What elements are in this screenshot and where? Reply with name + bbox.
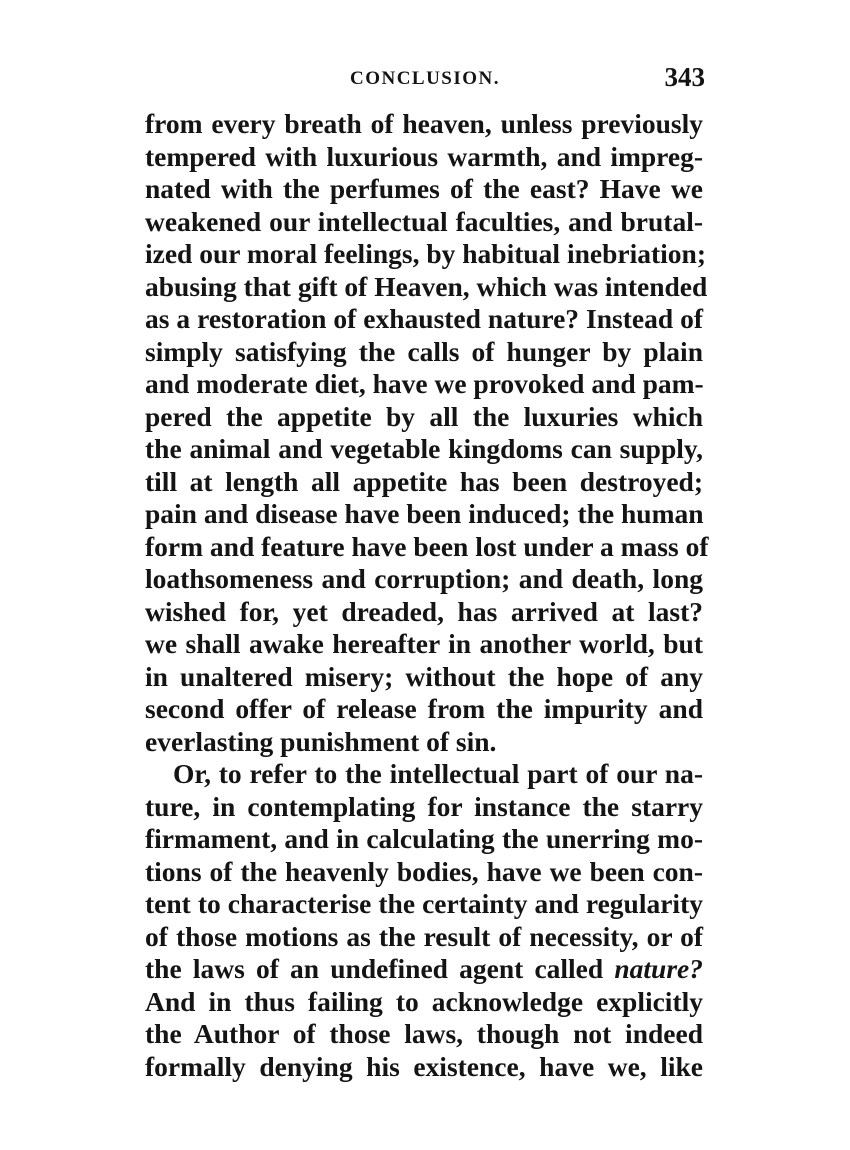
text-line: And in thus failing to acknowledge explicitly bbox=[145, 985, 703, 1017]
text-line: tent to characterise the certainty and regularity bbox=[145, 888, 703, 919]
text-line: Or, to refer to the intellectual part of our na- bbox=[173, 758, 703, 789]
text-line: tempered with luxurious warmth, and impreg- bbox=[145, 140, 703, 172]
running-head bbox=[145, 60, 705, 96]
text-line: of those motions as the result of necessity, or of bbox=[145, 920, 703, 952]
text-line: in unaltered misery; without the hope of any bbox=[145, 660, 703, 692]
text-line: loathsomeness and corruption; and death, long bbox=[145, 563, 703, 594]
text-line: we shall awake hereafter in another world, but bbox=[145, 628, 703, 659]
running-title: CONCLUSION. bbox=[349, 68, 501, 89]
page-number: 343 bbox=[664, 62, 705, 92]
paragraph-2 bbox=[145, 758, 703, 1083]
text-line: everlasting punishment of sin. bbox=[145, 725, 497, 757]
body-text bbox=[145, 108, 709, 1083]
text-line: and moderate diet, have we provoked and pam- bbox=[145, 368, 704, 399]
text-line: pered the appetite by all the luxuries which bbox=[145, 400, 703, 432]
text-line: tions of the heavenly bodies, have we been con- bbox=[145, 855, 703, 887]
text-line: form and feature have been lost under a mass of bbox=[145, 530, 709, 562]
text-line: wished for, yet dreaded, has arrived at last? bbox=[145, 595, 703, 627]
text-line: till at length all appetite has been destroyed; bbox=[145, 465, 703, 497]
text-line: simply satisfying the calls of hunger by plain bbox=[145, 335, 703, 367]
text-line: the animal and vegetable kingdoms can supply, bbox=[145, 433, 703, 464]
text-line: ture, in contemplating for instance the starry bbox=[145, 790, 703, 822]
text-line: weakened our intellectual faculties, and brutal- bbox=[145, 205, 703, 237]
text-line: as a restoration of exhausted nature? Instead of bbox=[145, 303, 703, 334]
text-line: second offer of release from the impurity and bbox=[145, 693, 703, 724]
text-line: firmament, and in calculating the unerring mo- bbox=[145, 823, 703, 854]
text-line: the Author of those laws, though not indeed bbox=[145, 1018, 703, 1049]
text-line: abusing that gift of Heaven, which was intended bbox=[145, 270, 708, 302]
text-line: pain and disease have been induced; the human bbox=[145, 498, 704, 529]
text-line: ized our moral feelings, by habitual inebriation; bbox=[145, 238, 706, 269]
text-line: nated with the perfumes of the east? Have we bbox=[145, 173, 703, 204]
text-line: from every breath of heaven, unless previously bbox=[145, 108, 703, 139]
text-line: formally denying his existence, have we, like bbox=[145, 1050, 703, 1082]
text-line bbox=[145, 953, 703, 986]
text-fragment: the laws of an undefined agent called bbox=[145, 953, 604, 984]
paragraph-1 bbox=[145, 108, 709, 758]
italic-word: nature? bbox=[614, 953, 704, 984]
